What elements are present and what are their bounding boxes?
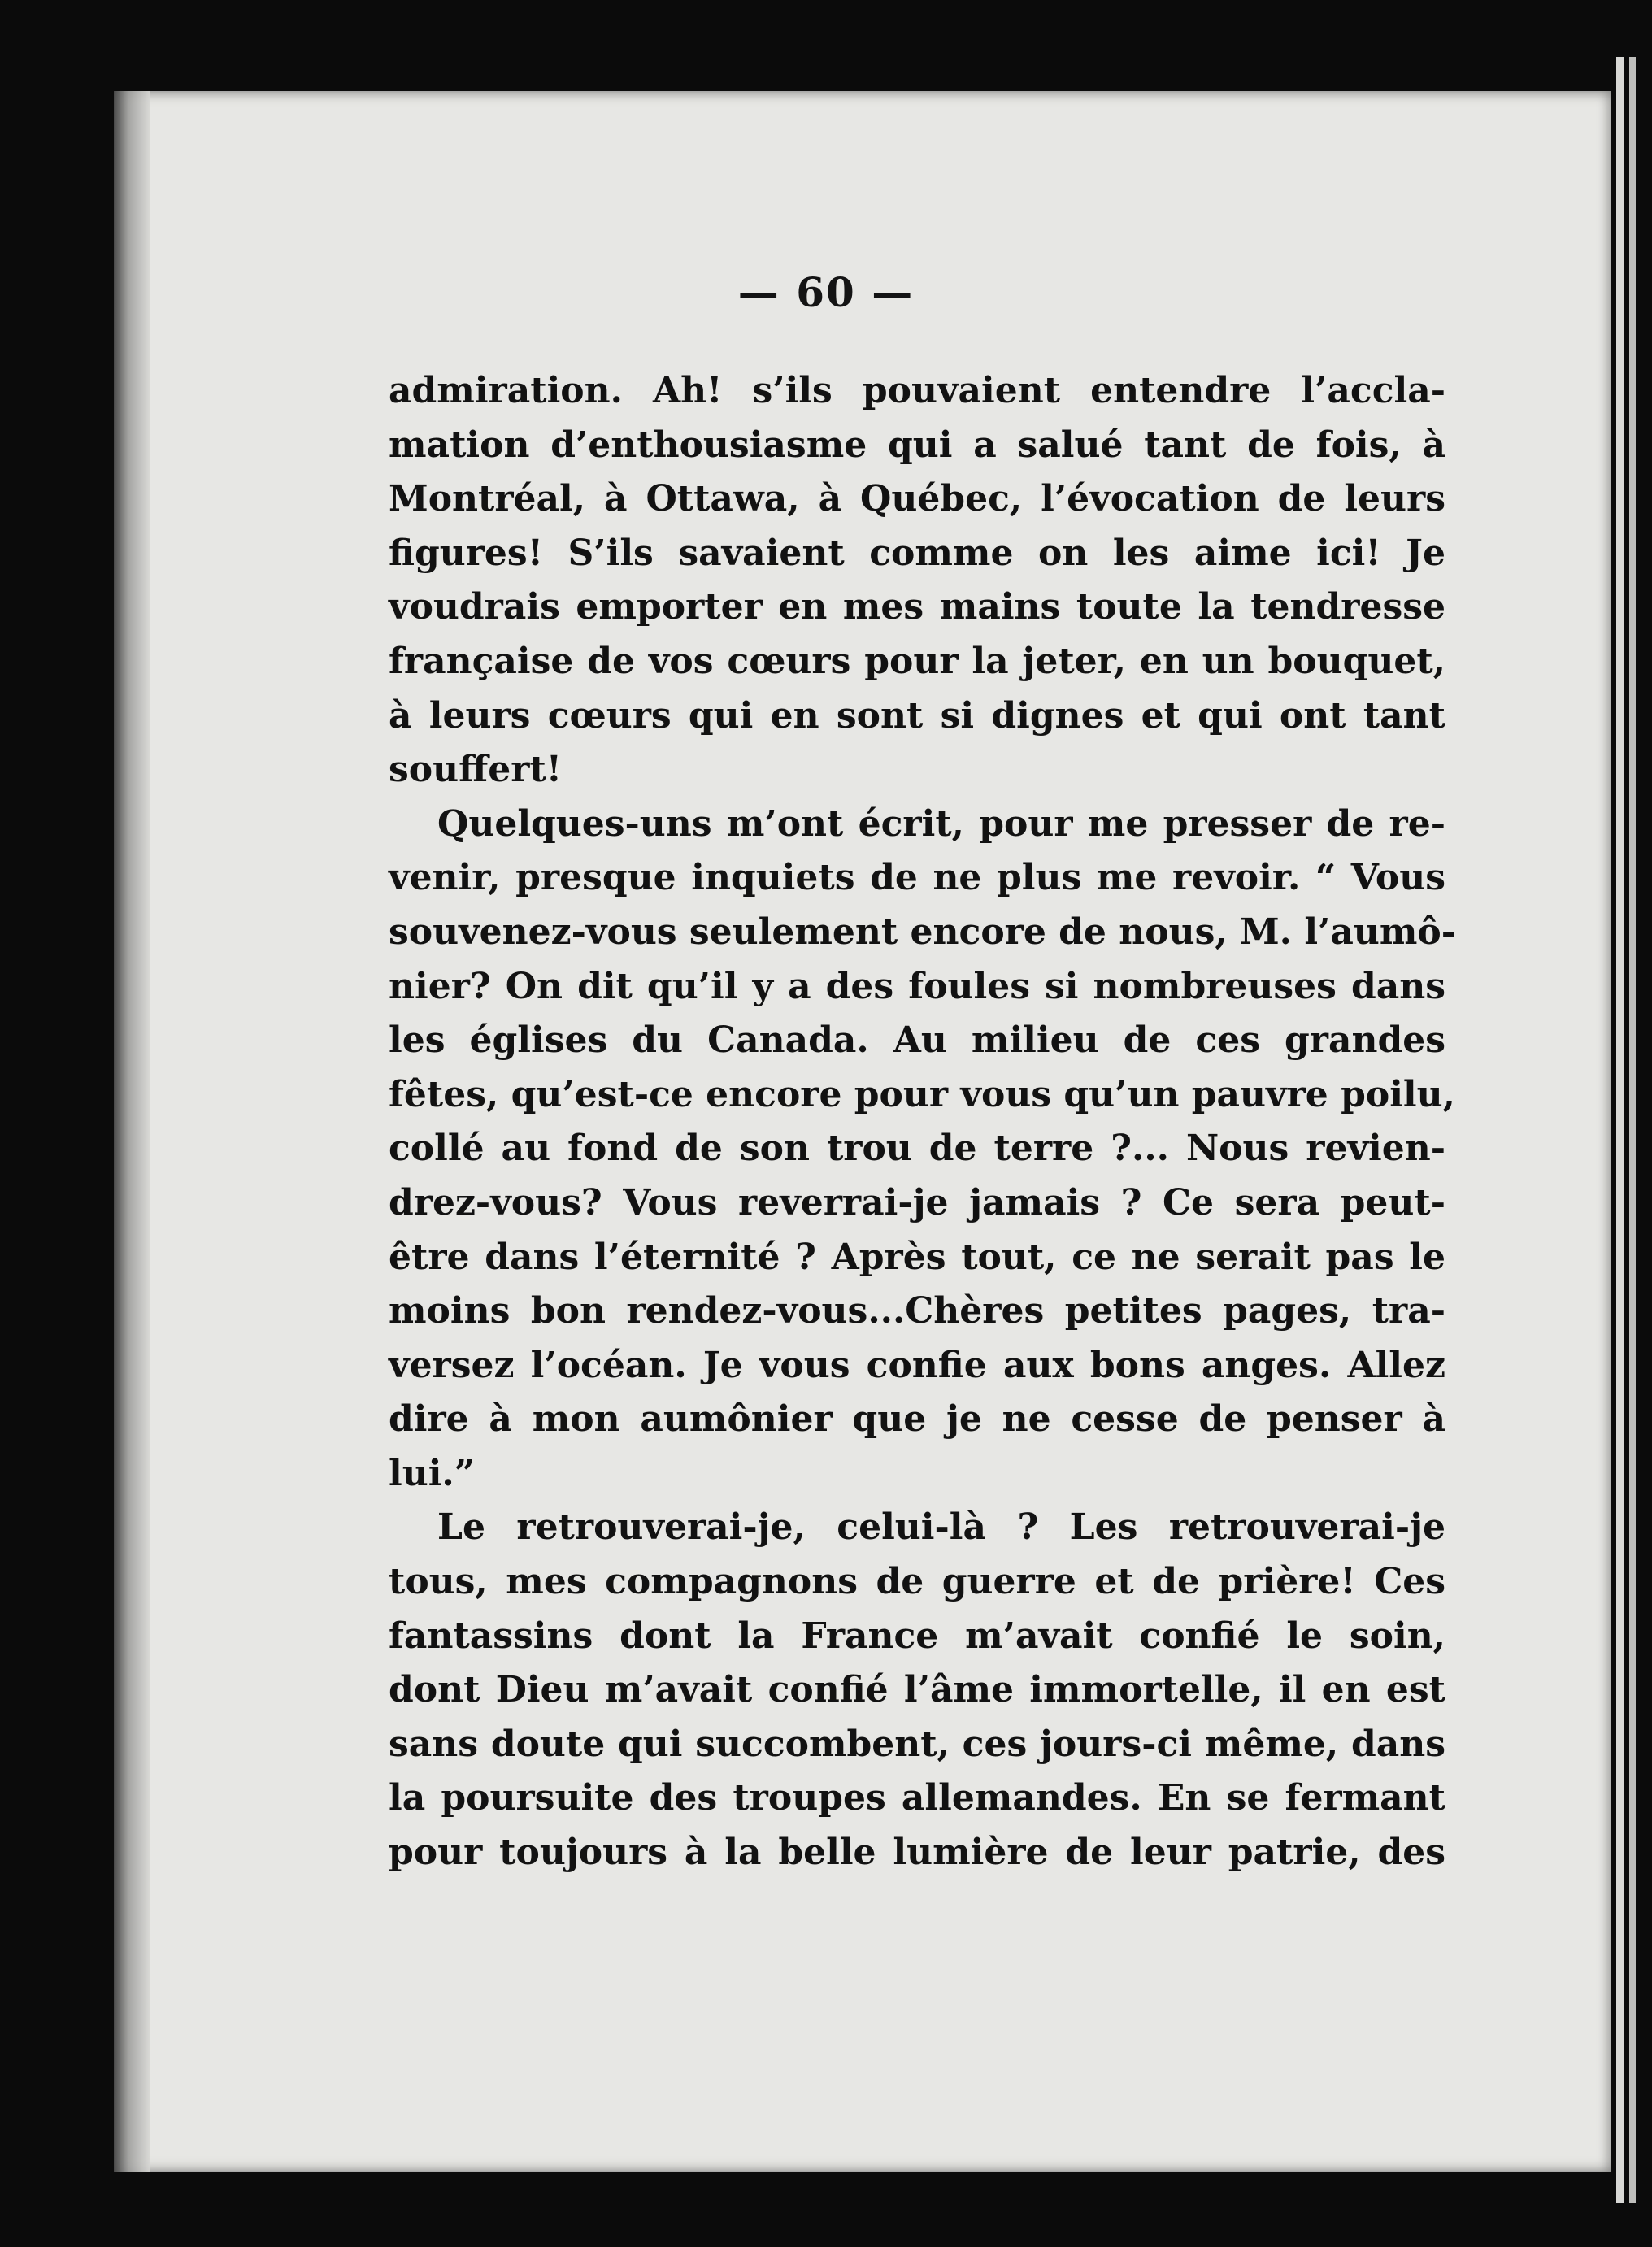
text-line: versez l’océan. Je vous confie aux bons anges. Allez [389, 1344, 1446, 1386]
text-line: fêtes, qu’est-ce encore pour vous qu’un pauvre poilu, [389, 1073, 1455, 1115]
text-line: drez-vous? Vous reverrai-je jamais ? Ce sera peut- [389, 1181, 1446, 1223]
text-line: moins bon rendez-vous...Chères petites pages, tra- [389, 1290, 1446, 1332]
text-line: fantassins dont la France m’avait confié le soin, [389, 1615, 1446, 1657]
text-line: venir, presque inquiets de ne plus me revoir. “ Vous [389, 857, 1446, 899]
body-text [389, 364, 1457, 1880]
text-line: souvenez-vous seulement encore de nous, M. l’aumô- [389, 911, 1457, 953]
page-edge [1616, 57, 1624, 2203]
text-line: tous, mes compagnons de guerre et de prière! Ces [389, 1561, 1446, 1603]
text-line: à leurs cœurs qui en sont si dignes et qui ont tant [389, 694, 1446, 737]
text-line: sans doute qui succombent, ces jours-ci même, dans [389, 1723, 1446, 1765]
page-binding-shadow [114, 91, 150, 2172]
text-line: être dans l’éternité ? Après tout, ce ne serait pas le [389, 1236, 1446, 1278]
text-line: dire à mon aumônier que je ne cesse de penser à [389, 1398, 1446, 1441]
text-line: les églises du Canada. Au milieu de ces grandes [389, 1019, 1446, 1062]
text-line: mation d’enthousiasme qui a salué tant de fois, à [389, 424, 1446, 466]
text-line: figures! S’ils savaient comme on les aime ici! Je [389, 532, 1446, 574]
text-line: Le retrouverai-je, celui-là ? Les retrouverai-je [437, 1506, 1446, 1549]
text-line: la poursuite des troupes allemandes. En se fermant [389, 1777, 1446, 1819]
text-line: admiration. Ah! s’ils pouvaient entendre l’accla- [389, 370, 1446, 411]
text-line: française de vos cœurs pour la jeter, en un bouquet, [389, 640, 1446, 682]
page-edge-back [1629, 57, 1636, 2203]
text-line: dont Dieu m’avait confié l’âme immortelle, il en est [389, 1669, 1446, 1711]
text-line: Quelques-uns m’ont écrit, pour me presser de re- [437, 802, 1446, 845]
text-line: lui.” [389, 1452, 476, 1494]
text-line: voudrais emporter en mes mains toute la tendresse [389, 586, 1446, 628]
text-line: collé au fond de son trou de terre ?... Nous revien- [389, 1128, 1446, 1170]
text-line: souffert! [389, 749, 563, 791]
text-line: Montréal, à Ottawa, à Québec, l’évocation de leurs [389, 478, 1446, 520]
page-number: — 60 — [737, 268, 915, 316]
text-line: nier? On dit qu’il y a des foules si nombreuses dans [389, 965, 1446, 1007]
text-line: pour toujours à la belle lumière de leur patrie, des [389, 1832, 1446, 1874]
